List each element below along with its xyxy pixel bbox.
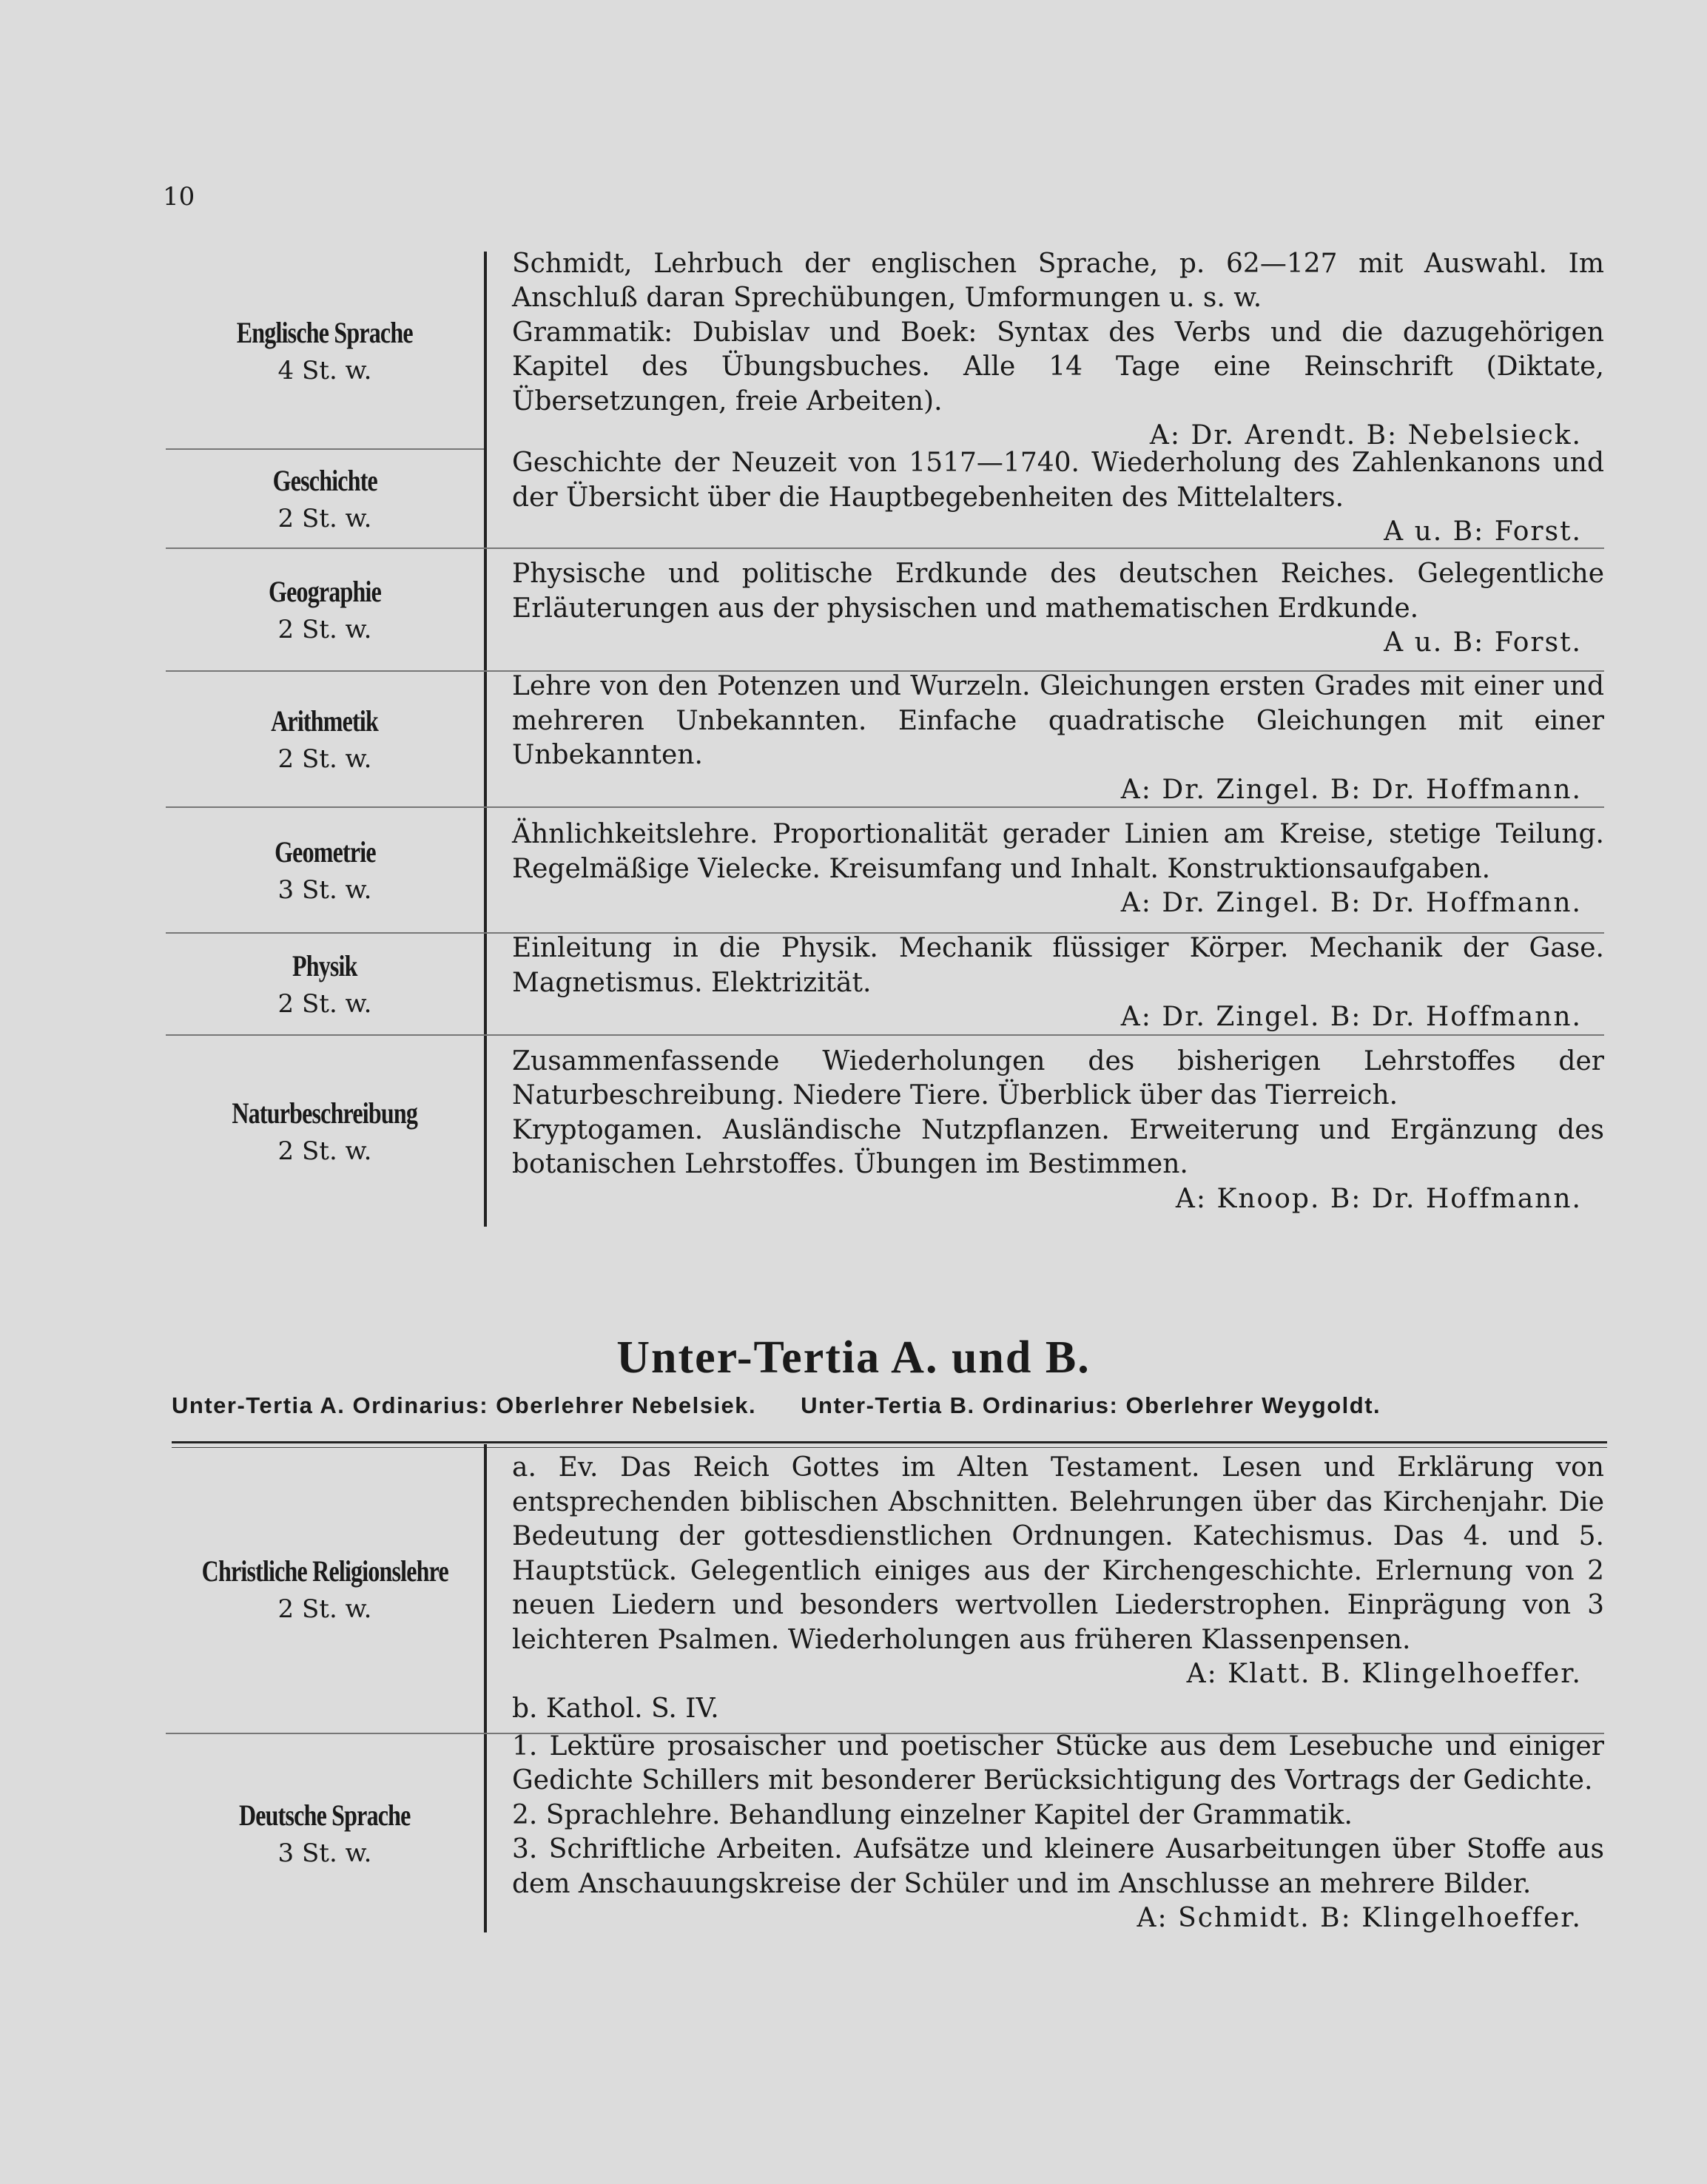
subject-cell bbox=[166, 252, 484, 448]
content-text: Zusammenfassende Wiederholungen des bisherigen Lehrstoffes der Naturbeschreibung. Niedere Tiere. Überblick über das Tierreich. bbox=[512, 1045, 1604, 1111]
teachers: A: Schmidt. B: Klingelhoeffer. bbox=[1137, 1903, 1582, 1933]
subject-name: Geschichte bbox=[272, 463, 377, 497]
curriculum-table-1 bbox=[166, 248, 1604, 1227]
row-divider bbox=[166, 670, 1604, 672]
subject-cell bbox=[166, 670, 484, 806]
table-row bbox=[166, 1730, 1604, 1933]
content-text: Einleitung in die Physik. Mechanik flüssiger Körper. Mechanik der Gase. Magnetismus. Elektrizität. bbox=[512, 933, 1604, 998]
content-cell bbox=[484, 806, 1604, 932]
table-row bbox=[166, 806, 1604, 932]
teachers: A u. B: Forst. bbox=[1384, 627, 1582, 658]
content-cell bbox=[484, 932, 1604, 1034]
subject-hours: 3 St. w. bbox=[277, 874, 372, 905]
table-row bbox=[166, 670, 1604, 806]
subject-cell bbox=[166, 1733, 484, 1932]
row-divider bbox=[166, 1733, 1604, 1734]
table-row bbox=[166, 1444, 1604, 1733]
subject-hours: 4 St. w. bbox=[277, 355, 372, 385]
row-divider bbox=[166, 547, 1604, 549]
subject-name: Christliche Religionslehre bbox=[201, 1554, 448, 1588]
table-row bbox=[166, 248, 1604, 451]
row-divider bbox=[166, 806, 1604, 808]
subject-hours: 3 St. w. bbox=[277, 1838, 372, 1868]
subject-cell bbox=[166, 547, 484, 670]
table-row bbox=[166, 932, 1604, 1034]
subject-name: Englische Sprache bbox=[236, 315, 413, 349]
table-row bbox=[166, 448, 1604, 547]
subject-hours: 2 St. w. bbox=[277, 614, 372, 644]
subject-name: Geographie bbox=[268, 574, 381, 608]
content-text: 3. Schriftliche Arbeiten. Aufsätze und kleinere Ausarbeitungen über Stoffe aus dem Anschauungskreise der Schüler und im Anschlusse an mehrere Bilder. bbox=[512, 1834, 1604, 1899]
subject-hours: 2 St. w. bbox=[277, 744, 372, 774]
content-text: b. Kathol. S. IV. bbox=[512, 1693, 719, 1724]
ordinarius-line bbox=[172, 1392, 1425, 1419]
content-cell bbox=[484, 670, 1604, 806]
ordinarius-a: Unter-Tertia A. Ordinarius: Oberlehrer Nebelsiek. bbox=[172, 1392, 757, 1418]
curriculum-table-2 bbox=[166, 1444, 1604, 1932]
subject-hours: 2 St. w. bbox=[277, 503, 372, 533]
section-title: Unter-Tertia A. und B. bbox=[616, 1332, 1091, 1383]
subject-name: Deutsche Sprache bbox=[239, 1798, 411, 1832]
content-cell bbox=[484, 547, 1604, 670]
section-rule bbox=[172, 1441, 1607, 1443]
row-divider bbox=[166, 1034, 1604, 1036]
row-divider bbox=[166, 932, 1604, 934]
subject-name: Arithmetik bbox=[271, 704, 379, 738]
teachers: A: Dr. Zingel. B: Dr. Hoffmann. bbox=[1120, 888, 1582, 919]
teachers: A u. B: Forst. bbox=[1384, 516, 1582, 547]
subject-cell bbox=[166, 448, 484, 547]
subject-name: Physik bbox=[292, 948, 357, 983]
content-cell bbox=[484, 448, 1604, 547]
page-number: 10 bbox=[163, 182, 195, 212]
subject-name: Naturbeschreibung bbox=[232, 1096, 418, 1130]
table-row bbox=[166, 1034, 1604, 1227]
subject-cell bbox=[166, 1034, 484, 1227]
teachers: A: Dr. Zingel. B: Dr. Hoffmann. bbox=[1120, 1002, 1582, 1033]
content-cell bbox=[484, 248, 1604, 451]
subject-name: Geometrie bbox=[274, 835, 376, 869]
content-text: Physische und politische Erdkunde des deutschen Reiches. Gelegentliche Erläuterungen aus der physischen und mathematischen Erdkunde. bbox=[512, 559, 1604, 624]
content-text: Ähnlichkeitslehre. Proportionalität gerader Linien am Kreise, stetige Teilung. Regelmäßige Vielecke. Kreisumfang und Inhalt. Konstruktionsaufgaben. bbox=[512, 819, 1604, 884]
subject-hours: 2 St. w. bbox=[277, 988, 372, 1019]
table-row bbox=[166, 547, 1604, 670]
content-text: Schmidt, Lehrbuch der englischen Sprache, p. 62—127 mit Auswahl. Im Anschluß daran Sprechübungen, Umformungen u. s. w. bbox=[512, 248, 1604, 313]
teachers: A: Dr. Arendt. B: Nebelsieck. bbox=[1149, 420, 1582, 451]
teachers: A: Klatt. B. Klingelhoeffer. bbox=[1186, 1659, 1582, 1689]
content-cell bbox=[484, 1034, 1604, 1227]
content-text: Geschichte der Neuzeit von 1517—1740. Wiederholung des Zahlenkanons und der Übersicht über die Hauptbegebenheiten des Mittelalters. bbox=[512, 448, 1604, 513]
subject-cell bbox=[166, 1444, 484, 1733]
teachers: A: Knoop. B: Dr. Hoffmann. bbox=[1175, 1183, 1582, 1214]
content-text: Lehre von den Potenzen und Wurzeln. Gleichungen ersten Grades mit einer und mehreren Unbekannten. Einfache quadratische Gleichungen mit einer Unbekannten. bbox=[512, 671, 1604, 770]
ordinarius-b: Unter-Tertia B. Ordinarius: Oberlehrer Weygoldt. bbox=[801, 1392, 1381, 1418]
content-text: 2. Sprachlehre. Behandlung einzelner Kapitel der Grammatik. bbox=[512, 1799, 1353, 1830]
row-divider bbox=[166, 448, 484, 450]
content-text: Grammatik: Dubislav und Boek: Syntax des Verbs und die dazugehörigen Kapitel des Übungsbuches. Alle 14 Tage eine Reinschrift (Diktate, Übersetzungen, freie Arbeiten). bbox=[512, 317, 1604, 417]
teachers: A: Dr. Zingel. B: Dr. Hoffmann. bbox=[1120, 774, 1582, 805]
content-cell bbox=[484, 1730, 1604, 1933]
subject-cell bbox=[166, 932, 484, 1034]
content-text: Kryptogamen. Ausländische Nutzpflanzen. Erweiterung und Ergänzung des botanischen Lehrstoffes. Übungen im Bestimmen. bbox=[512, 1114, 1604, 1180]
content-text: 1. Lektüre prosaischer und poetischer Stücke aus dem Lesebuche und einiger Gedichte Schillers mit besonderer Berücksichtigung des Vortrags der Gedichte. bbox=[512, 1730, 1604, 1796]
content-text: a. Ev. Das Reich Gottes im Alten Testament. Lesen und Erklärung von entsprechenden biblischen Abschnitten. Belehrungen über das Kirchenjahr. Die Bedeutung der gottesdienstlichen Ordnungen. Katechismus. Das 4. und 5. Hauptstück. Gelegentlich einiges aus der Kirchengeschichte. Erlernung von 2 neuen Liedern und besonders wertvollen Liederstrophen. Einprägung von 3 leichteren Psalmen. Wiederholungen aus früheren Klassenpensen. bbox=[512, 1452, 1604, 1655]
content-cell bbox=[484, 1444, 1604, 1733]
subject-hours: 2 St. w. bbox=[277, 1594, 372, 1624]
subject-cell bbox=[166, 806, 484, 932]
subject-hours: 2 St. w. bbox=[277, 1136, 372, 1166]
